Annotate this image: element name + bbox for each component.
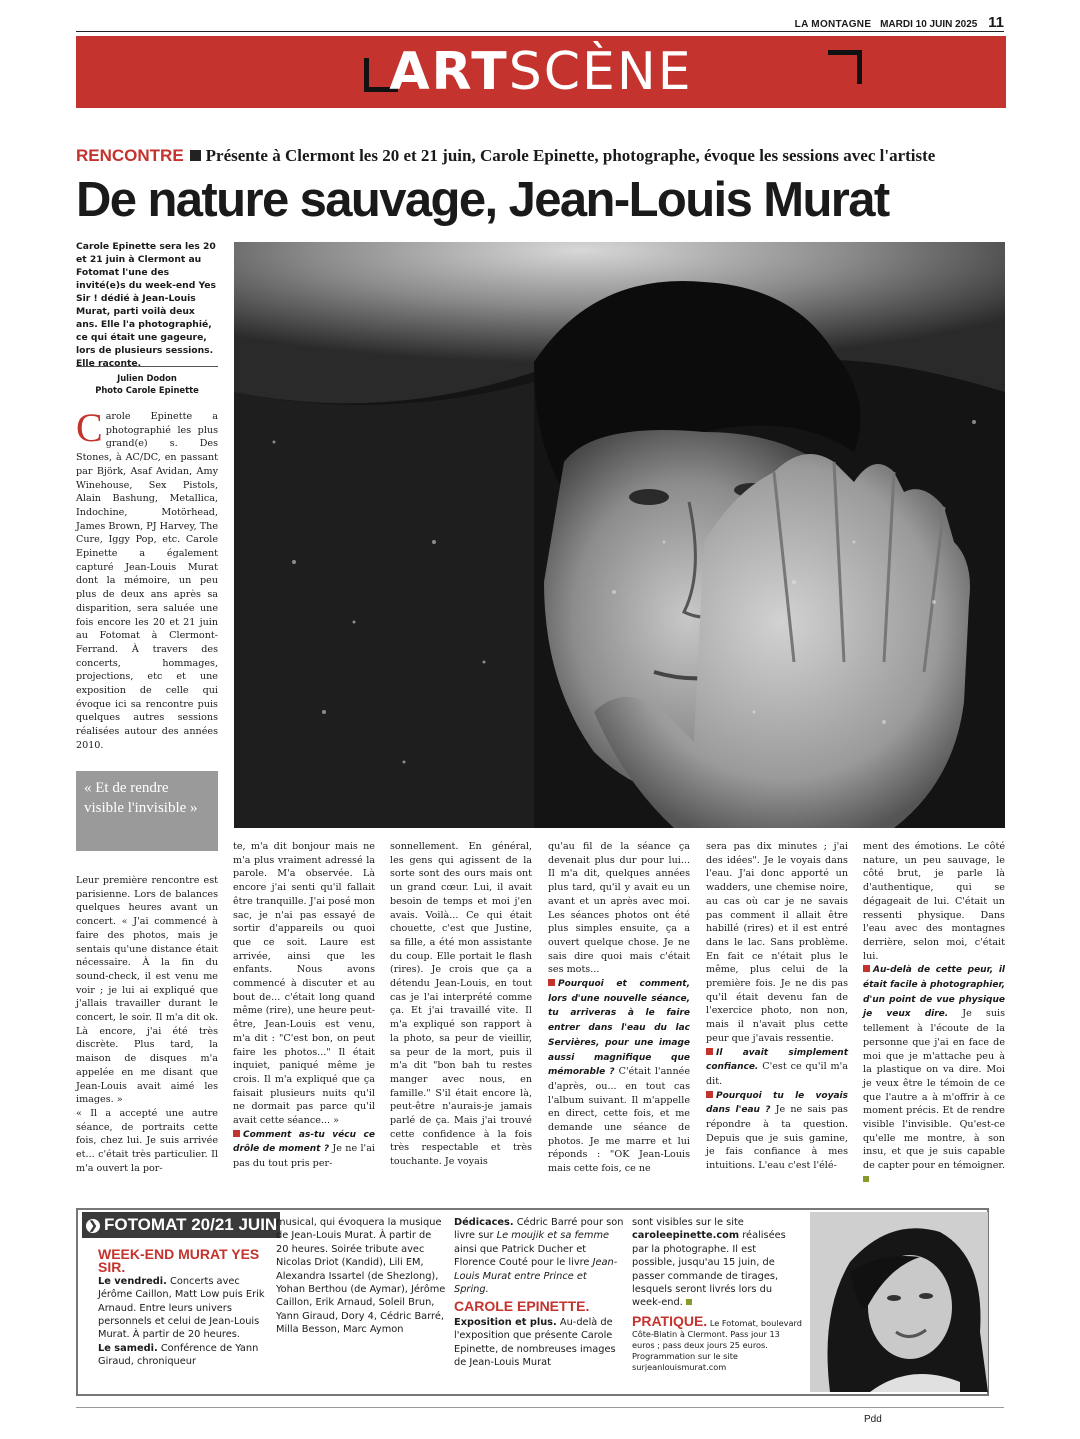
event-text: ainsi que Patrick Ducher et Florence Couté pour le livre [454, 1243, 590, 1269]
paragraph: Je ne sais pas répondre à ta question. Depuis que je suis gamine, je fais confiance à mes intuitions. L'eau c'est l'élé- [706, 1104, 848, 1172]
website-link[interactable]: caroleepinette.com [632, 1230, 740, 1242]
event-text: Conférence de Yann Giraud, chroniqueur [98, 1342, 259, 1368]
main-photo [234, 242, 1005, 828]
chevron-right-icon: ❯ [86, 1219, 100, 1233]
book-title: Jean-Louis Murat entre Prince et Spring. [454, 1257, 618, 1296]
publication-name: LA MONTAGNE [794, 19, 872, 30]
issue-date: MARDI 10 JUIN 2025 [880, 19, 978, 30]
day-label: Le samedi. [98, 1342, 158, 1354]
standfirst: Carole Epinette sera les 20 et 21 juin à Clermont au Fotomat l'une des invité(e)s du week-end Yes Sir ! dédié à Jean-Louis Murat, parti voilà deux ans. Elle l'a photographié, ce qui était une gageure, lors de plusieurs sessions. Elle raconte. [76, 241, 216, 369]
kicker-text: Présente à Clermont les 20 et 21 juin, Carole Epinette, photographe, évoque les sessions avec l'artiste [205, 146, 936, 165]
question-bullet-icon [706, 1048, 713, 1055]
section-banner [76, 36, 1006, 108]
page-footer [76, 1407, 1004, 1425]
practical-text: Le Fotomat, boulevard Côte-Blatin à Clermont. Pass jour 13 euros ; pass deux jours 25 euros. Programmation sur le site surjeanlouismurat.com [632, 1317, 802, 1372]
interview-question: Pourquoi tu le voyais dans l'eau ? [706, 1090, 848, 1116]
section-title [76, 44, 1006, 100]
question-bullet-icon [863, 965, 870, 972]
paragraph: Leur première rencontre est parisienne. Lors de balances quelques heures avant un concert. « J'ai commencé à faire des photos, mais je sentais qu'une distance était nécessaire. À la fin du sound-check, il est venu me voir ; je lui ai expliqué que j'allais travailler durant le concert, le soir. Il m'a dit ok. Là encore, j'ai été très discrète. Plus tard, la maison de disques m'a appelée en me disant que Jean-Louis avait aimé les images. » [76, 875, 218, 1106]
paragraph: C'est ce qu'il m'a dit. [706, 1061, 848, 1087]
question-bullet-icon [233, 1130, 240, 1137]
event-text: Au-delà de l'exposition que présente Carole Epinette, de nombreuses images de Jean-Louis Murat [454, 1316, 616, 1369]
section-title-scene: SCÈNE [508, 42, 693, 102]
end-mark-icon [686, 1299, 692, 1305]
page-number: 11 [988, 14, 1004, 31]
event-heading: WEEK-END MURAT YES SIR. [98, 1246, 260, 1276]
info-col-1 [98, 1248, 268, 1369]
paragraph: Je ne l'ai pas du tout pris per- [233, 1143, 375, 1170]
end-mark-icon [863, 1176, 869, 1182]
event-text: Cédric Barré pour son livre sur [454, 1217, 624, 1242]
practical-heading: PRATIQUE. [632, 1312, 708, 1329]
kicker-label: RENCONTRE [76, 146, 184, 165]
lead-text: arole Epinette a photographié les plus grand(e) s. Des Stones, à AC/DC, en passant par Björk, Asaf Avidan, Amy Winehouse, Sex Pistols, Alain Bashung, Metallica, Indochine, Motörhead, James Brown, PJ Harvey, The Cure, Iggy Pop, etc. Carole Epinette a également capturé Jean-Louis Murat dont la mémoire, un peu plus de deux ans après sa disparition, sera saluée une fois encore les 20 et 21 juin au Fotomat à Clermont-Ferrand. À travers des concerts, hommages, projections, etc et une exposition de celle qui évoque ici sa rencontre puis quelques autres sessions réalisées autour des années 2010. [76, 411, 218, 751]
interview-question: Au-delà de cette peur, il était facile à photographier, d'un point de vue physique je veux dire. [863, 965, 1005, 1020]
paragraph: te, m'a dit bonjour mais ne m'a plus vraiment adressé la parole. M'a observée. Là encore j'ai senti qu'il fallait être tranquille. J'ai posé mon sac, je n'ai pas essayé de sortir d'appareils ou quoi que ce soit. Laure est arrivée, ainsi que les enfants. Nous avons commencé à discuter et au bout de... c'était long quand même (rire), une heure peut-être, Jean-Louis est venu, m'a dit : "C'est bon, on peut faire les photos..." Il était inquiet, paniqué même je crois. Il m'a expliqué que ça faisait plusieurs nuits qu'il ne dormait pas parce qu'il avait cette séance... » [233, 841, 375, 1127]
interview-question: Comment as-tu vécu ce drôle de moment ? [233, 1129, 375, 1155]
event-text: réalisées par la photographe. Il est possible, jusqu'au 15 juin, de passer commande de tirages, lesquels seront livrés lors du week-end. [632, 1230, 786, 1309]
byline-author: Julien Dodon [117, 373, 177, 383]
info-box [76, 1208, 989, 1396]
info-col-4 [632, 1216, 802, 1373]
byline-photo-credit: Photo Carole Epinette [95, 385, 199, 395]
kicker [76, 146, 935, 166]
event-text: Concerts avec Jérôme Caillon, Matt Low puis Erik Arnaud. Entre leurs univers personnels et celui de Jean-Louis Murat. À partir de 20 heures. [98, 1275, 265, 1341]
question-bullet-icon [706, 1091, 713, 1098]
paragraph: sera pas dix minutes ; j'ai des idées". Je le voyais dans l'eau. J'ai donc apporté un wadders, une chemise noire, au cas où car je ne savais pas comment il allait être habillé (rires) et il est entré dans le lac. Sans problème. En fait ce n'était plus le même, plus celui de la première fois. Je ne dis pas qu'il était devenu fan de l'exercice photo, non non, mais il n'avait plus cette peur que j'avais ressentie. [706, 841, 848, 1044]
portrait-image [810, 1212, 988, 1392]
lead-paragraph [76, 405, 218, 753]
photographer-portrait [810, 1212, 988, 1392]
paragraph: C'était l'année d'après, ou... en tout cas l'album suivant. Il m'appelle en direct, cette fois, et me demande une séance de photos. Je me marre et lui réponds : "OK Jean-Louis mais cette fois, ce ne [548, 1066, 690, 1175]
portrait-photo-image [234, 242, 1005, 828]
paragraph: sonnellement. En général, les gens qui agissent de la sorte sont des ours mais ont un grand cœur. Lui, il avait besoin de temps et moi j'en avais. Voilà... Ce qui était chouette, c'est que Justine, sa fille, a été mon assistante du coup. Elle portait le flash (rires). Je crois que ça a détendu Jean-Louis, en tout cas je l'ai interprété comme ça. Et j'ai travaillé vite. Il m'a expliqué son rapport à la photo, sa peur de vieillir, sa peur de la mort, puis il m'a dit "bon bah tu restes manger avec nous, en famille." S'il était encore là, peut-être n'aurais-je jamais parlé de ça. Mais j'ai trouvé cette confidence à la fois très respectable et très touchante. Je voyais [390, 841, 532, 1168]
article-column-2 [233, 840, 375, 1171]
pull-quote: « Et de rendre visible l'invisible » [76, 771, 218, 851]
day-label: Le vendredi. [98, 1275, 167, 1287]
headline: De nature sauvage, Jean-Louis Murat [76, 173, 889, 227]
info-box-title: FOTOMAT 20/21 JUIN [104, 1215, 278, 1234]
exhibition-heading: CAROLE EPINETTE. [454, 1298, 590, 1315]
info-box-tab [82, 1212, 280, 1238]
info-col-3 [454, 1216, 624, 1369]
folio [76, 14, 1004, 32]
exhibition-subheading: Exposition et plus. [454, 1316, 557, 1328]
article-column-1 [76, 874, 218, 1175]
section-title-art: ART [389, 42, 509, 102]
paragraph: ment des émotions. Le côté nature, un peu sauvage, le côté brut, je parle là d'authentique, qui se dégageait de lui. C'était un ressenti physique. Dans l'eau avec des montagnes derrière, selon moi, c'était lui. [863, 841, 1005, 962]
info-col-2 [276, 1216, 446, 1337]
event-text: sont visibles sur le site [632, 1217, 744, 1228]
square-bullet-icon [190, 150, 201, 161]
article-column-5 [706, 840, 848, 1173]
footer-initials: Pdd [864, 1414, 882, 1425]
dedications-label: Dédicaces. [454, 1217, 514, 1228]
paragraph: « Il a accepté une autre séance, de portraits cette fois, chez lui. Je suis arrivée et... c'était très particulier. Il m'a ouvert la por- [76, 1107, 218, 1174]
paragraph: Je suis tellement à l'écoute de la personne que j'ai en face de moi que je m'attache peu à la plastique on va dire. Moi je veux être le témoin de ce que l'autre a à m'offrir à ce moment précis. Et de rendre visible l'invisible. Qu'est-ce qu'elle me montre, à son insu, et que je suis capable de capter pour en témoigner. [863, 1008, 1005, 1172]
byline [76, 366, 218, 396]
article-column-3 [390, 840, 532, 1169]
drop-cap: C [76, 405, 103, 450]
article-column-6 [863, 840, 1005, 1187]
interview-question: Pourquoi et comment, lors d'une nouvelle séance, tu arriveras à le faire entrer dans l'eau du lac Servières, pour une image aussi magnifique que mémorable ? [548, 979, 690, 1078]
question-bullet-icon [548, 979, 555, 986]
paragraph: qu'au fil de la séance ça devenait plus dur pour lui... Il m'a dit, quelques années plus tard, qu'il y avait eu un avant et un après avec moi. Les séances photos ont été plus simples ensuite, ça a ouvert quelque chose. Je ne sais dire quoi mais c'était ses mots... [548, 841, 690, 976]
interview-answer-emphasis: Il avait simplement confiance. [706, 1047, 848, 1073]
event-text: musical, qui évoquera la musique de Jean-Louis Murat. À partir de 20 heures. Soirée tribute avec Nicolas Driot (Kandid), Lili EM, Alexandra Issartel (de Shezlong), Yohan Berthou (de Aymar), Jérôme Caillon, Erik Arnaud, Soleil Brun, Yann Giraud, Dory 4, Cédric Barré, Milla Besson, Marc Aymon [276, 1217, 446, 1336]
book-title: Le moujik et sa femme [496, 1230, 610, 1242]
article-column-4 [548, 840, 690, 1176]
